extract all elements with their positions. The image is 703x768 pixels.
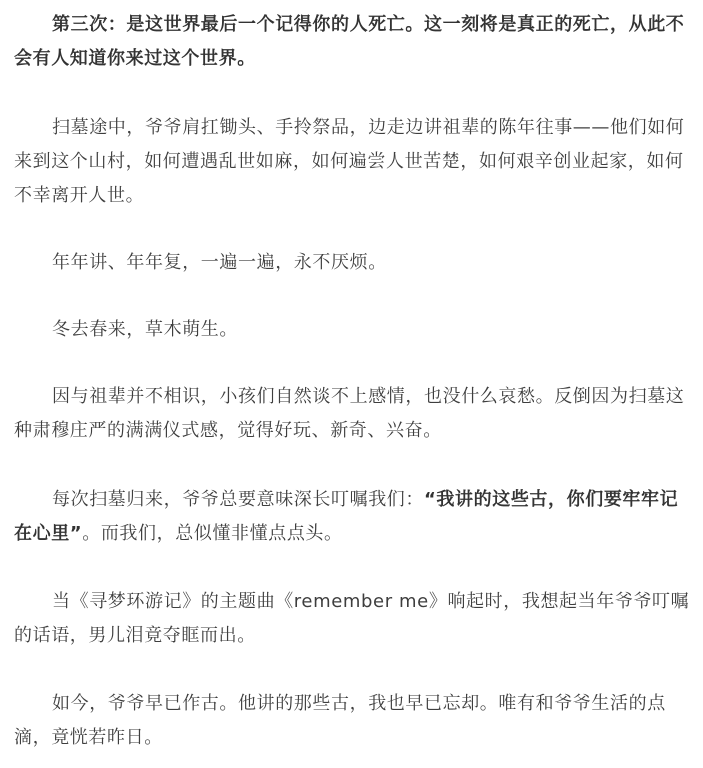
paragraph-grandpa-advice	[14, 483, 694, 551]
paragraph-children-feelings: 因与祖辈并不相识，小孩们自然谈不上感情，也没什么哀愁。反倒因为扫墓这种肃穆庄严的满满仪式感，觉得好玩、新奇、兴奋。	[14, 386, 685, 441]
advice-outro-text: 。而我们，总似懂非懂点点头。	[82, 523, 343, 544]
paragraph-remember-me: 当《寻梦环游记》的主题曲《remember me》响起时，我想起当年爷爷叮嘱的话语，男儿泪竟夺眶而出。	[14, 591, 690, 646]
advice-intro-text: 每次扫墓归来，爷爷总要意味深长叮嘱我们：	[52, 489, 424, 510]
advice-quote: “我讲的这些古，你们要牢牢记在心里”	[14, 489, 679, 544]
paragraph-present-day: 如今，爷爷早已作古。他讲的那些古，我也早已忘却。唯有和爷爷生活的点滴，竟恍若昨日。	[14, 693, 666, 748]
paragraph-repeated-telling: 年年讲、年年复，一遍一遍，永不厌烦。	[52, 252, 387, 273]
paragraph-seasons: 冬去春来，草木萌生。	[52, 319, 238, 340]
paragraph-tomb-sweeping-story: 扫墓途中，爷爷肩扛锄头、手拎祭品，边走边讲祖辈的陈年往事——他们如何来到这个山村，如何遭遇乱世如麻，如何遍尝人世苦楚，如何艰辛创业起家，如何不幸离开人世。	[14, 117, 685, 206]
paragraph-third-death: 第三次：是这世界最后一个记得你的人死亡。这一刻将是真正的死亡，从此不会有人知道你来过这个世界。	[14, 14, 685, 69]
